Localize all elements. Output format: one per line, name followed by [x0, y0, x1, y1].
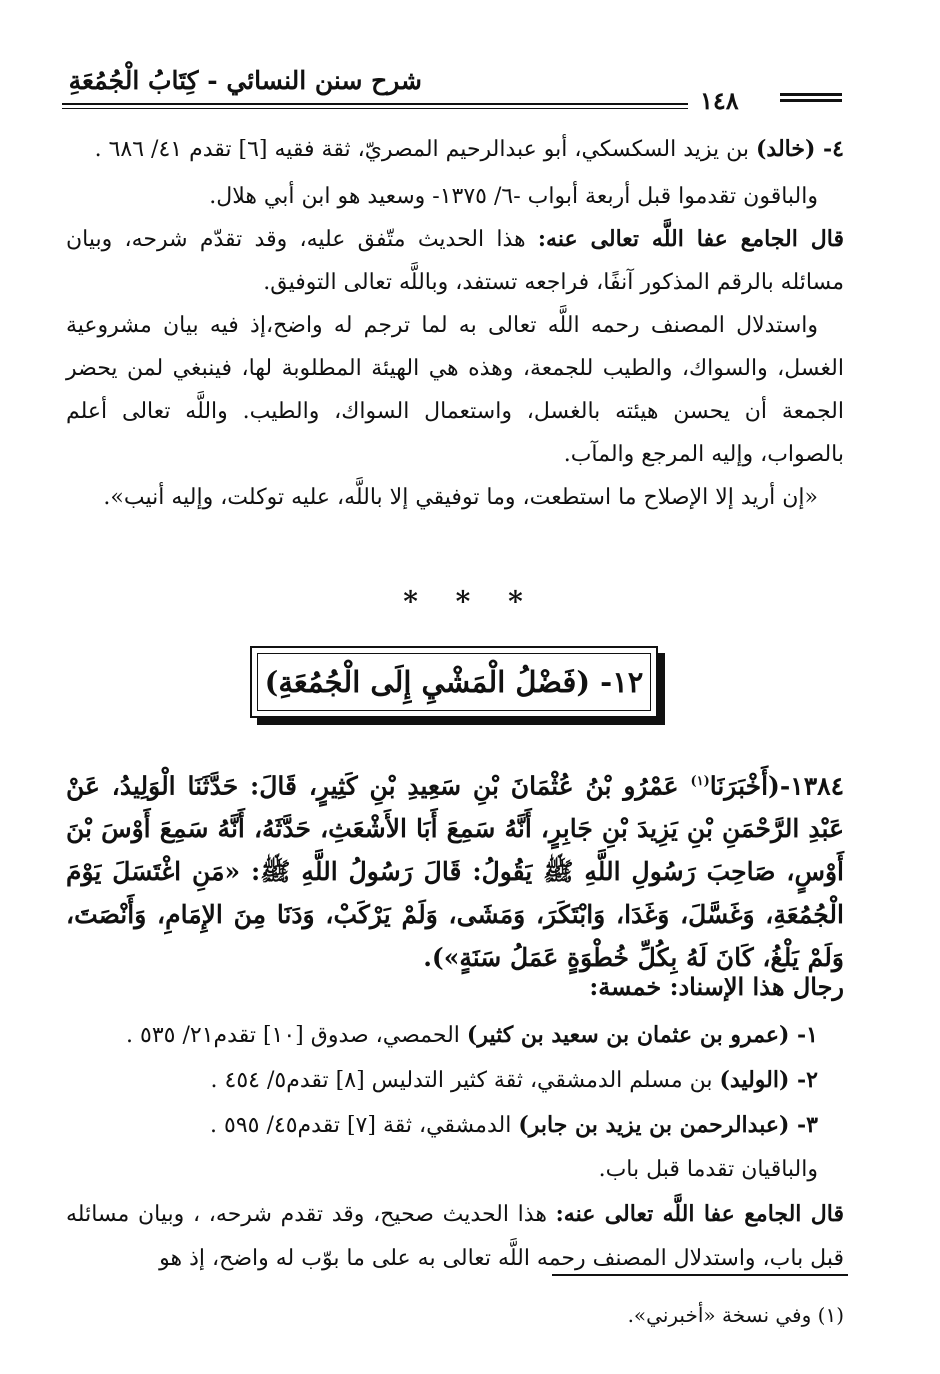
footnote: (١) وفي نسخة «أخبرني».: [627, 1303, 844, 1327]
commentary-section: [66, 128, 844, 519]
narrator-item: ٣- (عبدالرحمن بن يزيد بن جابر) الدمشقي، ثقة [٧] تقدم٤٥/ ٥٩٥ .: [210, 1112, 818, 1138]
compiler-remark: قال الجامع عفا اللَّه تعالى عنه: هذا الحديث صحيح، وقد تقدم شرحه، ، وبيان مسائله قبل باب، واستدلال المصنف رحمه اللَّه تعالى به على ما بوّب له واضح، إذ هو: [66, 1201, 844, 1271]
header-rule-thin: [62, 108, 688, 109]
remaining-narrators-note: والباقون تقدموا قبل أربعة أبواب -٦/ ١٣٧٥- وسعيد هو ابن أبي هلال.: [209, 184, 818, 209]
chapter-heading-box: [250, 646, 658, 718]
footnote-marker: (١): [690, 774, 710, 789]
chapter-title: ١٢- (فَضْلُ الْمَشْيِ إِلَى الْجُمُعَةِ): [264, 665, 644, 699]
header-rule: [62, 103, 688, 105]
hadith-number: ١٣٨٤-: [779, 771, 844, 801]
narrators-list: [66, 1013, 844, 1281]
footnote-rule: [552, 1274, 848, 1276]
running-header-title: شرح سنن النسائي - كِتَابُ الْجُمُعَةِ: [68, 66, 422, 95]
header-ornament-bars: [780, 93, 842, 105]
page-number: ١٤٨: [700, 86, 739, 115]
hadith-text: ١٣٨٤-(أَخْبَرَنَا$^{(١)}$ عَمْرُو بْنُ عُثْمَانَ بْنِ سَعِيدِ بْنِ كَثِيرٍ، قَالَ: حَدَّثَنَا الْوَلِيدُ، عَنْ عَبْدِ الرَّحْمَنِ بْنِ يَزِيدَ بْنِ جَابِرٍ، أَنَّهُ سَمِعَ أَبَا الأَشْعَثِ، حَدَّثَهُ، أَنَّهُ سَمِعَ أَوْسَ بْنَ أَوْسٍ، صَاحِبَ رَسُولِ اللَّهِ ﷺ يَقُولُ: قَالَ رَسُولُ اللَّهِ ﷺ: «مَنِ اغْتَسَلَ يَوْمَ الْجُمُعَةِ، وَغَسَّلَ، وَغَدَا، وَابْتَكَرَ، وَمَشَى، وَلَمْ يَرْكَبْ، وَدَنَا مِنَ الإِمَامِ، وَأَنْصَتَ، وَلَمْ يَلْغُ، كَانَ لَهُ بِكُلِّ خُطْوَةٍ عَمَلُ سَنَةٍ»).: [66, 771, 844, 973]
rijal-heading: رجال هذا الإسناد: خمسة:: [589, 972, 844, 1001]
narrator-item: ١- (عمرو بن عثمان بن سعيد بن كثير) الحمصي، صدوق [١٠] تقدم٢١/ ٥٣٥ .: [126, 1022, 818, 1048]
compiler-remark: قال الجامع عفا اللَّه تعالى عنه: هذا الحديث متّفق عليه، وقد تقدّم شرحه، وبيان مسائله بالرقم المذكور آنفًا، فراجعه تستفد، وباللَّه تعالى التوفيق.: [66, 226, 844, 295]
istidlal-paragraph: واستدلال المصنف رحمه اللَّه تعالى به لما ترجم له واضح،إذ فيه بيان مشروعية الغسل، والسواك، والطيب للجمعة، وهذه هي الهيئة المطلوبة لها، فينبغي لمن يحضر الجمعة أن يحسن هيئته بالغسل، واستعمال السواك، والطيب. واللَّه تعالى أعلم بالصواب، وإليه المرجع والمآب.: [66, 313, 844, 467]
hadith-text-block: [66, 760, 844, 979]
section-separator: * * *: [403, 585, 537, 618]
closing-dua: «إن أريد إلا الإصلاح ما استطعت، وما توفيقي إلا باللَّه، عليه توكلت، وإليه أنيب».: [103, 485, 818, 510]
narrator-entry: ٤- (خالد) بن يزيد السكسكي، أبو عبدالرحيم المصريّ، ثقة فقيه [٦] تقدم ٤١/ ٦٨٦ .: [94, 136, 844, 162]
remaining-narrators-note: والباقيان تقدما قبل باب.: [598, 1157, 818, 1182]
narrator-item: ٢- (الوليد) بن مسلم الدمشقي، ثقة كثير التدليس [٨] تقدم٥/ ٤٥٤ .: [210, 1067, 818, 1093]
